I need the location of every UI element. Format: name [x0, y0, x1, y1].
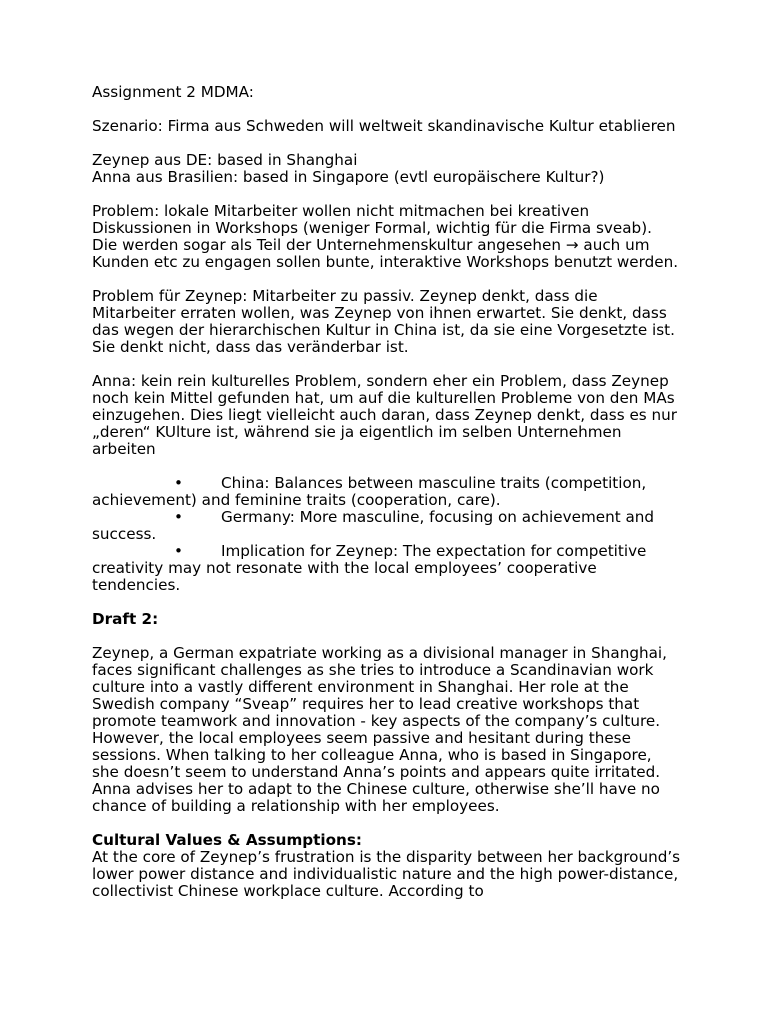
bullet-list [92, 475, 682, 594]
people-paragraph [92, 152, 682, 186]
bullet-text-continued: success. [92, 525, 157, 543]
bullet-text: China: Balances between masculine traits (competition, [221, 474, 647, 492]
document-page [92, 84, 682, 917]
anna-paragraph: Anna: kein rein kulturelles Problem, sondern eher ein Problem, dass Zeynep noch kein Mittel gefunden hat, um auf die kulturellen Probleme von den MAs einzugehen. Dies liegt vielleicht auch daran, dass Zeynep denkt, dass es nur „deren“ KUlture ist, während sie ja eigentlich im selben Unternehmen arbeiten [92, 372, 678, 458]
document-title: Assignment 2 MDMA: [92, 83, 254, 101]
cultural-values-heading: Cultural Values & Assumptions: [92, 831, 362, 849]
problem-zeynep-paragraph: Problem für Zeynep: Mitarbeiter zu passiv. Zeynep denkt, dass die Mitarbeiter erraten wollen, was Zeynep von ihnen erwartet. Sie denkt, dass das wegen der hierarchischen Kultur in China ist, da sie eine Vorgesetzte ist. Sie denkt nicht, dass das veränderbar ist. [92, 287, 675, 356]
draft-paragraph: Zeynep, a German expatriate working as a divisional manager in Shanghai, faces significant challenges as she tries to introduce a Scandinavian work culture into a vastly different environment in Shanghai. Her role at the Swedish company “Sveap” requires her to lead creative workshops that promote teamwork and innovation - key aspects of the company’s culture. However, the local employees seem passive and hesitant during these sessions. When talking to her colleague Anna, who is based in Singapore, she doesn’t seem to understand Anna’s points and appears quite irritated. Anna advises her to adapt to the Chinese culture, otherwise she’ll have no chance of building a relationship with her employees. [92, 644, 667, 815]
bullet-icon: • [174, 508, 183, 526]
problem-paragraph: Problem: lokale Mitarbeiter wollen nicht mitmachen bei kreativen Diskussionen in Workshops (weniger Formal, wichtig für die Firma sveab). Die werden sogar als Teil der Unternehmenskultur angesehen → auch um Kunden etc zu engagen sollen bunte, interaktive Workshops benutzt werden. [92, 202, 679, 271]
bullet-icon: • [174, 474, 183, 492]
scenario-paragraph: Szenario: Firma aus Schweden will weltweit skandinavische Kultur etablieren [92, 117, 676, 135]
bullet-text: Germany: More masculine, focusing on achievement and [221, 508, 655, 526]
bullet-text: Implication for Zeynep: The expectation for competitive [221, 542, 647, 560]
draft-heading: Draft 2: [92, 610, 159, 628]
bullet-text-continued: creativity may not resonate with the local employees’ cooperative tendencies. [92, 559, 597, 594]
person-line-zeynep: Zeynep aus DE: based in Shanghai [92, 151, 358, 169]
bullet-text-continued: achievement) and feminine traits (cooperation, care). [92, 491, 501, 509]
cultural-values-paragraph: At the core of Zeynep’s frustration is the disparity between her background’s lower power distance and individualistic nature and the high power-distance, collectivist Chinese workplace culture. According to [92, 848, 681, 900]
list-item [92, 543, 682, 594]
person-line-anna: Anna aus Brasilien: based in Singapore (evtl europäischere Kultur?) [92, 168, 605, 186]
bullet-icon: • [174, 542, 183, 560]
list-item [92, 475, 682, 509]
list-item [92, 509, 682, 543]
